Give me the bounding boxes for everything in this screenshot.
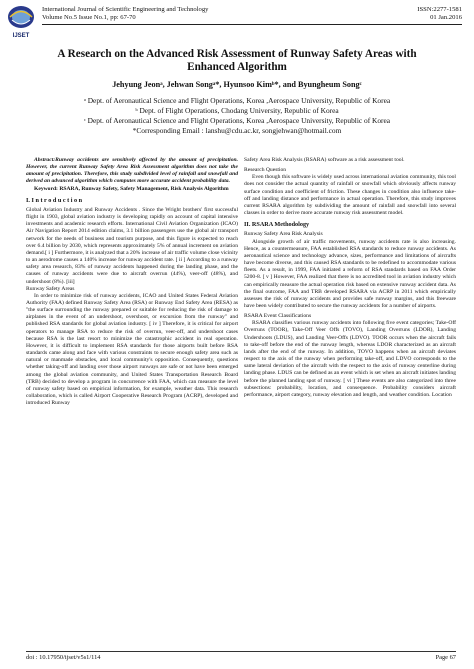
page-number: Page 67 <box>435 654 456 661</box>
left-column <box>26 157 238 407</box>
footer-divider <box>26 651 456 652</box>
header-divider <box>42 24 462 25</box>
journal-header <box>6 4 468 42</box>
keywords: Keyword: RSARA, Runway Safety, Safety Management, Risk Analysis Algorithm <box>34 185 229 192</box>
header-left <box>42 6 208 22</box>
research-question-paragraph: Even though this software is widely used across international aviation community, this tool does not consider the actual quantity of rainfall or snowfall which obviously affects runway surface condition and coefficient of friction. These changes in condition also influence take-off and landing distance and performance in actual operation. Therefore, this study improves current RSARA algorithm by subdividing the amount of rainfall and snowfall into several classes in order to derive more accurate runway risk assessment model. <box>244 174 456 217</box>
journal-name: International Journal of Scientific Engineering and Technology <box>42 6 209 13</box>
subsection-heading-event-classifications: RSARA Event Classifications <box>244 313 312 320</box>
journal-volume: Volume No.5 Issue No.1, pp: 67-70 <box>42 14 136 21</box>
affiliation-a: ᵃ Dept. of Aeronautical Science and Flight Operations, Korea ,Aerospace University, Republic of Korea <box>83 96 391 105</box>
section-heading-introduction: I. I n t r o d u c t i o n <box>26 196 83 204</box>
subsection-heading-research-question: Research Question <box>244 167 287 174</box>
rsa-paragraph: In order to minimize risk of runway accidents, ICAO and United States Federal Aviation Authority (FAA) defined Runway Safety Area (RSA) or Runway End Safety Area (RESA) as "the surface surrounding the runway prepared or suitable for reducing the risk of damage to airplanes in the event of an undershoot, overshoot, or excursion from the runway" and published RSA standards for global aviation industry. [ iv ] Therefore, it is critical for airport operators to manage RSA to reduce the risk of overrun, veer-off, and undershoot cases because RSA is the last resort to minimize the catastrophic accident in real operation. However, it is difficult to implement RSA standards for those airports built before RSA standards came along and face with various constraints to secure enough safety area such as natural or manmade obstacles, and local community's opposition. Consequently, questions whether taking-off and landing over those airport runways are safe or not have been emerged among the global aviation community, and United States Transportation Research Board (TRB) decided to develop a program in concurrence with FAA, which can measure the level of runway safety based on empirical information, for example, weather data. This research collaboration, which is called Airport Cooperative Research Program (ACRP), developed and introduced Runway <box>26 292 238 407</box>
continued-paragraph: Safety Area Risk Analysis (RSARA) software as a risk assessment tool. <box>244 157 405 163</box>
header-right <box>417 6 462 22</box>
logo-text: IJSET <box>12 33 30 39</box>
issn: ISSN:2277-1581 <box>417 6 462 13</box>
corresponding-email: *Corresponding Email : lanshu@cdu.ac.kr, songjehwan@hotmail.com <box>132 126 342 135</box>
title-line-2: Enhanced Algorithm <box>187 61 287 73</box>
intro-paragraph: Global Aviation Industry and Runway Accidents . Since the Wright brothers' first successful flight in 1903, global aviation industry is developing rapidly on account of capital intensive investments and academic research efforts. International Civil Aviation Organization (ICAO) Air Navigation Report 2014 edition claims, 3.1 billion passengers use the global air transport network for the needs of business and tourism purpose, and this figure is expected to reach over 6.4 billion by 2030, which represents approximately 5% of annual increment on aviation demand.[ i ] Furthermore, it is analyzed that a 20% increase of air traffic volume close vicinity to an aerodrome causes a 140% increase for runway accident rate. [ ii ] According to a runway safety area research, 83% of runway accidents happened during the landing phase, and the causes of runway accidents were due to aircraft overrun (44%), veer-off (48%), and undershoot (8%). [iii] <box>26 206 238 285</box>
subsection-heading-rsa: Runway Safety Areas <box>26 285 75 292</box>
affiliation-c: ᶜ Dept. of Aeronautical Science and Flight Operations, Korea ,Aerospace University, Republic of Korea <box>83 116 391 125</box>
paper-title <box>20 48 454 74</box>
right-column <box>244 157 456 399</box>
journal-logo <box>6 4 36 40</box>
section-heading-methodology: II. RSARA Methodology <box>244 221 310 229</box>
subsection-heading-rsara: Runway Safety Area Risk Analysis <box>244 231 323 238</box>
doi-link[interactable]: doi : 10.17950/ijset/v5s1/114 <box>26 654 101 661</box>
abstract: Abstract:Runway accidents are sensitively affected by the amount of precipitation. However, the current Runway Safety Area Risk Assessment algorithm does not take the amount of precipitation. Therefore, this study subdivided level of rainfall and snowfall and derived an advanced algorithm which computes more accurate accident probability data. <box>26 157 238 185</box>
event-classification-paragraph: RSARA classifies various runway accidents into following five event categories; Take-Off Overruns (TOOR), Take-Off Veer Offs (TOVO), Landing Overruns (LDOR), Landing Undershoots (LDUS), and Landing Veer-Offs (LDVO). TOOR occurs when the aircraft fails to take-off before the end of the runway length, whereas LDOR characterized as an aircraft lands after the end of the runway. In addition, TOVO happens when an aircraft deviates respect to the axis of the runway when performing take-off, and LDVO corresponds to the same lateral deviation of the aircraft with the respect to the axis of runway centerline during landing phase. LDUS can be defined as an event which is set when an aircraft initiates landing before the planned landing spot of runway. [ vi ] These events are also categorized into three subsections: probability, location, and consequence. Probability considers aircraft performance, airport category, runway elevation and length, and weather condition. Location <box>244 320 456 398</box>
issue-date: 01 Jan.2016 <box>430 14 462 21</box>
title-line-1: A Research on the Advanced Risk Assessment of Runway Safety Areas with <box>57 48 417 60</box>
rsara-paragraph: Alongside growth of air traffic movements, runway accidents rate is also increasing. Hence, as a countermeasure, FAA established RSA standards to reduce runway accidents. As aeronautical science and technology advance, sizes, performance and limitations of aircrafts have become diverse, and this caused RSA standards to be redefined to accommodate various fleets. As a result, in 1999, FAA initiated a reform of RSA standards based on FAA Order 5200-8. [ v ] However, FAA realized that there is no accredited tool in aviation industry which can empirically measure the actual operation risk based on extensive runway accident data. As the final outcome, FAA and TRB developed RSARA via ACRP in 2011 which empirically assesses the risk of runway accidents and provides safe runway margins, and this freeware have been widely contributed to secure the runway accidents for a number of airports. <box>244 238 456 309</box>
author-list: Jehyung Jeonᵃ, Jehwan Songᵃ*, Hyunsoo Kimᵇ*, and Byungheum Songᶜ <box>112 80 362 89</box>
affiliation-b: ᵇ Dept. of Flight Operations, Chodang University, Republic of Korea <box>135 106 339 115</box>
